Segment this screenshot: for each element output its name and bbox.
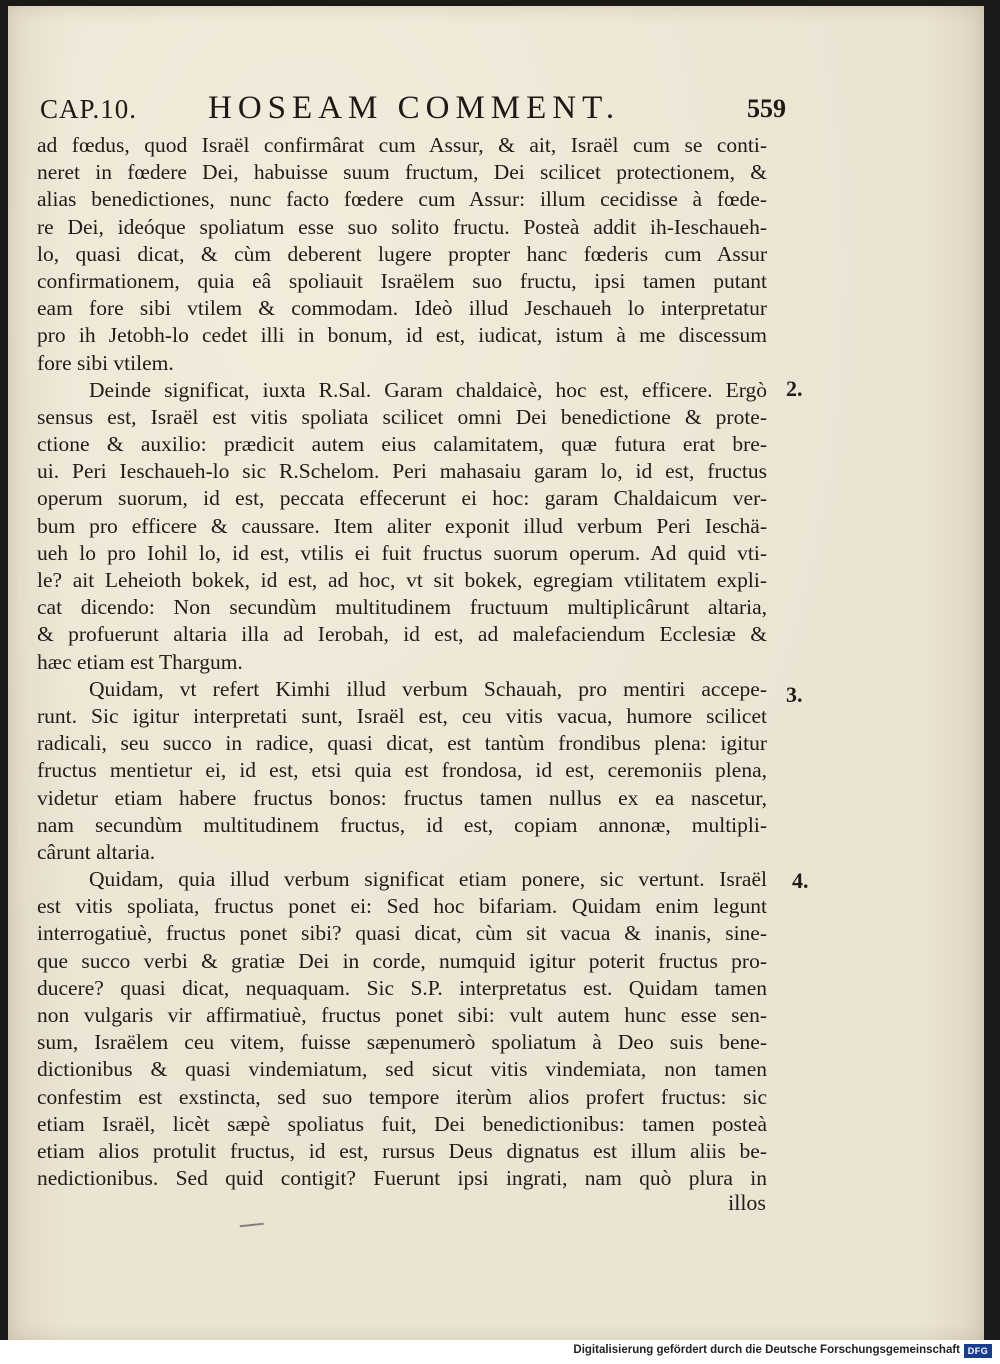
text-line: operum suorum, id est, peccata effecerunt ei hoc: garam Chaldaicum ver-	[37, 486, 767, 511]
text-line: ctione & auxilio: prædicit autem eius calamitatem, quæ futura erat bre-	[37, 432, 767, 457]
text-line: interrogatiuè, fructus ponet sibi? quasi dicat, cùm sit vacua & inanis, sine-	[37, 921, 767, 946]
text-line: eam fore sibi vtilem & commodam. Ideò illud Jeschaueh lo interpretatur	[37, 296, 767, 321]
margin-note: 4.	[792, 868, 809, 893]
text-line: fore sibi vtilem.	[37, 350, 174, 375]
catchword: illos	[728, 1190, 766, 1215]
text-line: videtur etiam habere fructus bonos: fructus tamen nullus ex ea nascetur,	[37, 785, 767, 810]
margin-note: 2.	[786, 376, 803, 401]
text-line: radicali, seu succo in radice, quasi dicat, est tantùm frondibus plena: igitur	[37, 731, 767, 756]
text-line: lo, quasi dicat, & cùm deberent lugere propter hanc fœderis cum Assur	[37, 241, 767, 266]
dfg-logo-icon: DFG	[964, 1344, 992, 1358]
text-line: cat dicendo: Non secundùm multitudinem fructuum multiplicârunt altaria,	[37, 595, 767, 620]
text-line: le? ait Leheioth bokek, id est, ad hoc, vt sit bokek, egregiam vtilitatem expli-	[37, 568, 767, 592]
text-line: sensus est, Israël est vitis spoliata scilicet omni Dei benedictione & prote-	[37, 404, 767, 429]
text-line: sum, Israëlem ceu vitem, fuisse sæpenumerò spoliatum à Deo suis bene-	[37, 1030, 767, 1055]
text-line: confirmationem, quia eâ spoliauit Israëlem suo fructu, ipsi tamen putant	[37, 268, 767, 293]
text-line: Quidam, vt refert Kimhi illud verbum Schauah, pro mentiri accepe-	[89, 676, 767, 701]
text-line: nedictionibus. Sed quid contigit? Fuerunt ipsi ingrati, nam quò plura in	[37, 1166, 767, 1191]
text-line: nam secundùm multitudinem fructus, id est, copiam annonæ, multipli-	[37, 812, 767, 837]
book-page	[8, 6, 984, 1340]
text-line: runt. Sic igitur interpretati sunt, Israël est, ceu vitis vacua, humore scilicet	[37, 703, 767, 728]
text-line: Quidam, quia illud verbum significat etiam ponere, sic vertunt. Israël	[89, 867, 767, 892]
chapter-label: CAP.10.	[40, 94, 138, 124]
running-title: HOSEAM COMMENT.	[208, 90, 621, 126]
text-line: ui. Peri Ieschaueh-lo sic R.Schelom. Peri mahasaiu garam lo, id est, fructus	[37, 459, 767, 484]
text-line: etiam Israël, licèt sæpè spoliatus fuit, Dei benedictionibus: tamen posteà	[37, 1111, 767, 1136]
text-line: & profuerunt altaria illa ad Ierobah, id est, ad malefaciendum Ecclesiæ &	[37, 622, 767, 647]
footer-bar	[0, 1340, 1000, 1364]
text-line: dictionibus & quasi vindemiatum, sed sicut vitis vindemiata, non tamen	[37, 1057, 767, 1082]
text-line: alias benedictiones, nunc facto fœdere cum Assur: illum cecidisse à fœde-	[37, 187, 767, 212]
text-line: ueh lo pro Iohil lo, id est, vtilis ei fuit fructus suorum operum. Ad quid vti-	[37, 540, 767, 565]
text-line: hæc etiam est Thargum.	[37, 649, 243, 674]
body-text	[37, 132, 767, 1192]
text-line: Deinde significat, iuxta R.Sal. Garam chaldaicè, hoc est, efficere. Ergò	[89, 377, 767, 402]
text-line: re Dei, ideóque spoliatum esse suo solito fructu. Posteà addit ih-Ieschaueh-	[37, 214, 767, 239]
text-line: ducere? quasi dicat, nequaquam. Sic S.P. interpretatus est. Quidam tamen	[37, 975, 767, 1000]
text-line: cârunt altaria.	[37, 839, 156, 864]
text-line: pro ih Jetobh-lo cedet illi in bonum, id est, iudicat, istum à me discessum	[37, 323, 767, 348]
text-line: est vitis spoliata, fructus ponet ei: Sed hoc bifariam. Quidam enim legunt	[37, 894, 767, 919]
text-line: neret in fœdere Dei, habuisse suum fructum, Dei scilicet protectionem, &	[37, 160, 767, 185]
ink-smudge	[240, 1223, 265, 1233]
text-line: confestim est exstincta, sed suo tempore iterùm alios profert fructus: sic	[37, 1084, 767, 1109]
funding-credit: Digitalisierung gefördert durch die Deutsche Forschungsgemeinschaft	[573, 1344, 960, 1356]
text-line: que succo verbi & gratiæ Dei in corde, numquid igitur poterit fructus pro-	[37, 948, 767, 973]
text-line: etiam alios protulit fructus, id est, rursus Deus dignatus est illum aliis be-	[37, 1138, 767, 1163]
running-header	[38, 90, 786, 130]
text-line: ad fœdus, quod Israël confirmârat cum Assur, & ait, Israël cum se conti-	[37, 133, 767, 157]
text-line: bum pro efficere & caussare. Item aliter exponit illud verbum Peri Ieschä-	[37, 513, 767, 538]
page-number: 559	[747, 94, 786, 123]
text-line: non vulgaris vir affirmatiuè, fructus ponet sibi: vult autem hunc esse sen-	[37, 1003, 767, 1027]
margin-note: 3.	[786, 682, 803, 707]
text-line: fructus mentietur ei, id est, etsi quia est frondosa, id est, ceremoniis plena,	[37, 758, 767, 783]
